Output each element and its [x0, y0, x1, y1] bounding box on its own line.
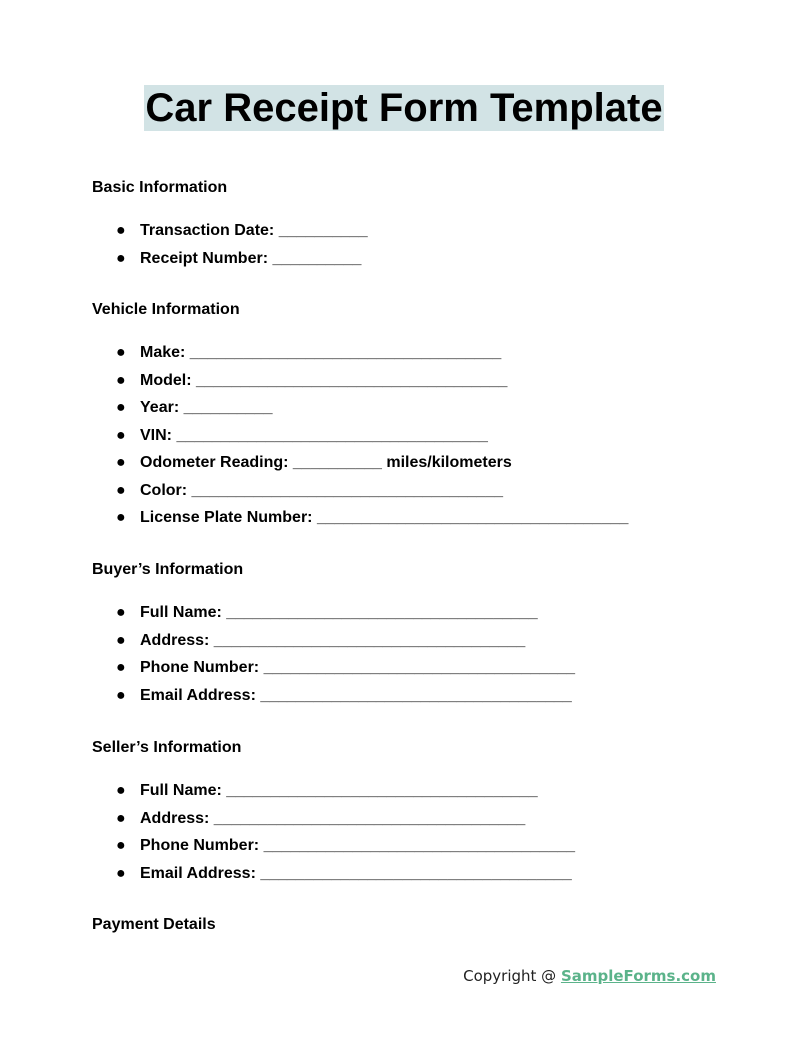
field-buyer-full-name: Full Name: ___________________________________	[140, 604, 538, 621]
field-transaction-date: Transaction Date: __________	[140, 222, 368, 239]
field-seller-full-name: Full Name: ___________________________________	[140, 782, 538, 799]
bullet-icon: ●	[116, 837, 126, 854]
field-seller-address: Address: ___________________________________	[140, 809, 526, 827]
list-item	[0, 686, 575, 714]
field-receipt-number: Receipt Number: __________	[140, 249, 362, 267]
buyer-info-list	[0, 603, 575, 713]
list-item	[0, 398, 628, 426]
bullet-icon: ●	[116, 631, 126, 649]
field-year: Year: __________	[140, 399, 273, 416]
field-seller-email: Email Address: ___________________________________	[140, 864, 572, 882]
seller-info-list	[0, 781, 575, 891]
list-item	[0, 371, 628, 399]
list-item	[0, 836, 575, 864]
bullet-icon: ●	[116, 782, 126, 799]
section-heading-vehicle: Vehicle Information	[92, 301, 240, 318]
vehicle-info-list	[0, 343, 628, 536]
bullet-icon: ●	[116, 809, 126, 827]
field-seller-phone: Phone Number: ___________________________________	[140, 837, 576, 854]
list-item	[0, 249, 368, 277]
list-item	[0, 631, 575, 659]
bullet-icon: ●	[116, 249, 126, 267]
bullet-icon: ●	[116, 344, 126, 361]
bullet-icon: ●	[116, 481, 126, 499]
list-item	[0, 221, 368, 249]
bullet-icon: ●	[116, 604, 126, 621]
bullet-icon: ●	[116, 454, 126, 471]
bullet-icon: ●	[116, 371, 126, 389]
bullet-icon: ●	[116, 509, 126, 526]
title-container	[0, 85, 808, 131]
basic-info-list	[0, 221, 368, 276]
bullet-icon: ●	[116, 222, 126, 239]
list-item	[0, 508, 628, 536]
section-heading-basic: Basic Information	[92, 179, 228, 196]
field-buyer-email: Email Address: ___________________________________	[140, 686, 572, 704]
copyright-text: Copyright @	[463, 967, 561, 985]
bullet-icon: ●	[116, 686, 126, 704]
field-odometer: Odometer Reading: __________ miles/kilometers	[140, 454, 512, 471]
list-item	[0, 426, 628, 454]
field-color: Color: ___________________________________	[140, 481, 503, 499]
list-item	[0, 864, 575, 892]
field-vin: VIN: ___________________________________	[140, 426, 488, 444]
field-license-plate: License Plate Number: ___________________________________	[140, 509, 629, 526]
list-item	[0, 481, 628, 509]
bullet-icon: ●	[116, 426, 126, 444]
field-make: Make: ___________________________________	[140, 344, 502, 361]
list-item	[0, 809, 575, 837]
bullet-icon: ●	[116, 659, 126, 676]
list-item	[0, 343, 628, 371]
site-link[interactable]: SampleForms.com	[560, 967, 716, 985]
field-buyer-address: Address: ___________________________________	[140, 631, 526, 649]
bullet-icon: ●	[116, 399, 126, 416]
field-buyer-phone: Phone Number: ___________________________________	[140, 659, 576, 676]
section-heading-buyer: Buyer’s Information	[92, 561, 244, 578]
page-title: Car Receipt Form Template	[145, 86, 663, 130]
footer-copyright	[463, 966, 716, 986]
list-item	[0, 603, 575, 631]
section-heading-payment: Payment Details	[92, 916, 216, 933]
bullet-icon: ●	[116, 864, 126, 882]
list-item	[0, 453, 628, 481]
field-model: Model: ___________________________________	[140, 371, 508, 389]
section-heading-seller: Seller’s Information	[92, 739, 242, 756]
list-item	[0, 658, 575, 686]
list-item	[0, 781, 575, 809]
